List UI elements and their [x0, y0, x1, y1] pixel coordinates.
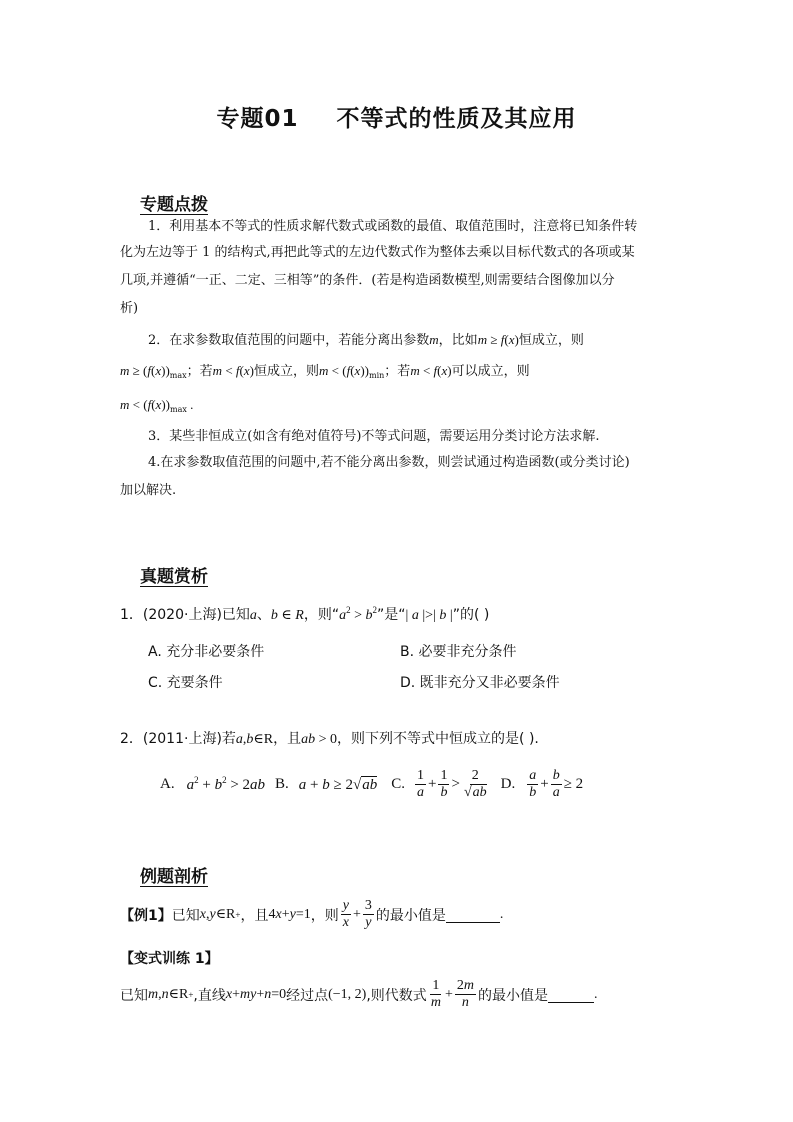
- tip-4-line-2: 加以解决.: [120, 483, 177, 498]
- tip-1-line-3: 几项,并遵循“一正、二定、三相等”的条件．(若是构造函数模型,则需要结合图像加以分: [120, 273, 615, 288]
- q2-text-b: ，且: [273, 731, 302, 747]
- tip-2-line-3: $m < (f(x))_{max}$ .: [120, 397, 194, 414]
- variant-1-text-b: ,直线: [193, 987, 226, 1004]
- q2-option-a-formula[interactable]: $a^2 + b^2 > 2ab$: [186, 775, 266, 793]
- tip-2-line-2: $m \ge (f(x))_{max}$；若m < f(x)恒成立，则$m < (f(x))_{min}$；若m < f(x)可以成立，则: [120, 363, 530, 380]
- q1-option-d[interactable]: D. 既非充分又非必要条件: [400, 675, 560, 691]
- q2-option-c-label[interactable]: C.: [391, 776, 405, 792]
- tip-2-text-e: 恒成立，则: [254, 364, 320, 379]
- q2-option-b-label[interactable]: B.: [275, 776, 289, 792]
- q1-text-d: ”的( ): [452, 607, 490, 623]
- question-1-stem: 1．(2020·上海)已知a、b ∈ R，则“$a^2 > b^2$”是“| a |>| b |”的( ): [120, 605, 490, 623]
- example-1-text-b: ，且: [240, 907, 269, 924]
- question-2-options: [160, 768, 583, 801]
- q2-option-d-label[interactable]: D.: [500, 776, 516, 792]
- q1-option-c[interactable]: C. 充要条件: [148, 675, 223, 691]
- variant-1-text-c: 经过点: [286, 987, 329, 1004]
- variant-training-1: 已知 m , n ∈R + ,直线 x + my + n =0 经过点 (−1, 2) ,则代数式 $\frac{1}{m}$ + $\frac{2m}{n}$ 的最小值是 .: [120, 978, 598, 1010]
- q2-option-d-formula[interactable]: $\frac{a}{b}$ + $\frac{b}{a}$ ≥ 2: [529, 768, 584, 800]
- variant-1-period: .: [593, 986, 598, 1002]
- q1-text-b: ，则“: [303, 607, 340, 623]
- tip-1-line-4: 析): [120, 301, 139, 316]
- question-2-stem: 2．(2011·上海)若a,b∈R，且ab > 0，则下列不等式中恒成立的是( ).: [120, 731, 539, 747]
- example-1-label: 【例1】: [120, 907, 172, 924]
- q2-option-c-formula[interactable]: $\frac{1}{a}$ + $\frac{1}{b}$ > $\frac{2}{√ab}$: [417, 768, 487, 800]
- tip-2-text-b: ，比如: [438, 333, 478, 348]
- q1-option-b[interactable]: B. 必要非充分条件: [400, 644, 517, 660]
- tip-1-line-2: 化为左边等于 1 的结构式,再把此等式的左边代数式作为整体去乘以目标代数式的各项或某: [120, 245, 635, 260]
- example-1-text-a: 已知: [171, 907, 200, 924]
- title-topic-name: 不等式的性质及其应用: [336, 106, 577, 132]
- tip-2-text-d: ；若: [186, 364, 213, 379]
- tip-2-text-a: 2．在求参数取值范围的问题中，若能分离出参数: [148, 333, 430, 348]
- example-1-answer-blank[interactable]: [446, 906, 500, 923]
- q1-text-a: 1．(2020·上海)已知: [120, 607, 250, 623]
- tip-2-text-f: ；若: [384, 364, 411, 379]
- section-heading-examples: 例题剖析: [140, 867, 208, 887]
- q2-text-a: 2．(2011·上海)若: [120, 731, 236, 747]
- q2-option-a-label[interactable]: A.: [160, 776, 175, 792]
- variant-training-1-label: 【变式训练 1】: [120, 951, 219, 967]
- tip-4-line-1: 4.在求参数取值范围的问题中,若不能分离出参数，则尝试通过构造函数(或分类讨论): [148, 455, 630, 470]
- q1-option-a[interactable]: A. 充分非必要条件: [148, 644, 265, 660]
- variant-1-answer-blank[interactable]: [548, 986, 594, 1003]
- example-1-text-d: 的最小值是: [375, 907, 446, 924]
- page-title: [0, 100, 793, 133]
- q1-text-c: ”是“: [377, 607, 406, 623]
- tip-2-line-1: 2．在求参数取值范围的问题中，若能分离出参数m，比如m ≥ f(x)恒成立，则: [148, 332, 584, 348]
- section-heading-tips: 专题点拨: [140, 195, 208, 215]
- variant-1-text-e: 的最小值是: [477, 987, 548, 1004]
- tip-2-text-g: 可以成立，则: [451, 364, 530, 379]
- example-1-text-c: ，则: [310, 907, 339, 924]
- q2-option-b-formula[interactable]: a + b ≥ 2√ab: [298, 777, 378, 793]
- variant-1-text-d: ,则代数式: [366, 987, 427, 1004]
- example-1: 【例1】 已知 x , y ∈R + ，且 4 x + y =1 ，则 $\frac{y}{x}$ + $\frac{3}{y}$ 的最小值是 .: [120, 898, 504, 930]
- example-1-period: .: [499, 906, 504, 922]
- tip-1-line-1: 1．利用基本不等式的性质求解代数式或函数的最值、取值范围时，注意将已知条件转: [148, 219, 638, 234]
- title-topic-number: 专题01: [216, 106, 299, 132]
- q2-text-c: ，则下列不等式中恒成立的是( ).: [337, 731, 539, 747]
- section-heading-exam-questions: 真题赏析: [140, 567, 208, 587]
- tip-2-text-c: 恒成立，则: [518, 333, 584, 348]
- variant-1-text-a: 已知: [120, 987, 148, 1004]
- tip-3: 3．某些非恒成立(如含有绝对值符号)不等式问题，需要运用分类讨论方法求解.: [148, 429, 600, 444]
